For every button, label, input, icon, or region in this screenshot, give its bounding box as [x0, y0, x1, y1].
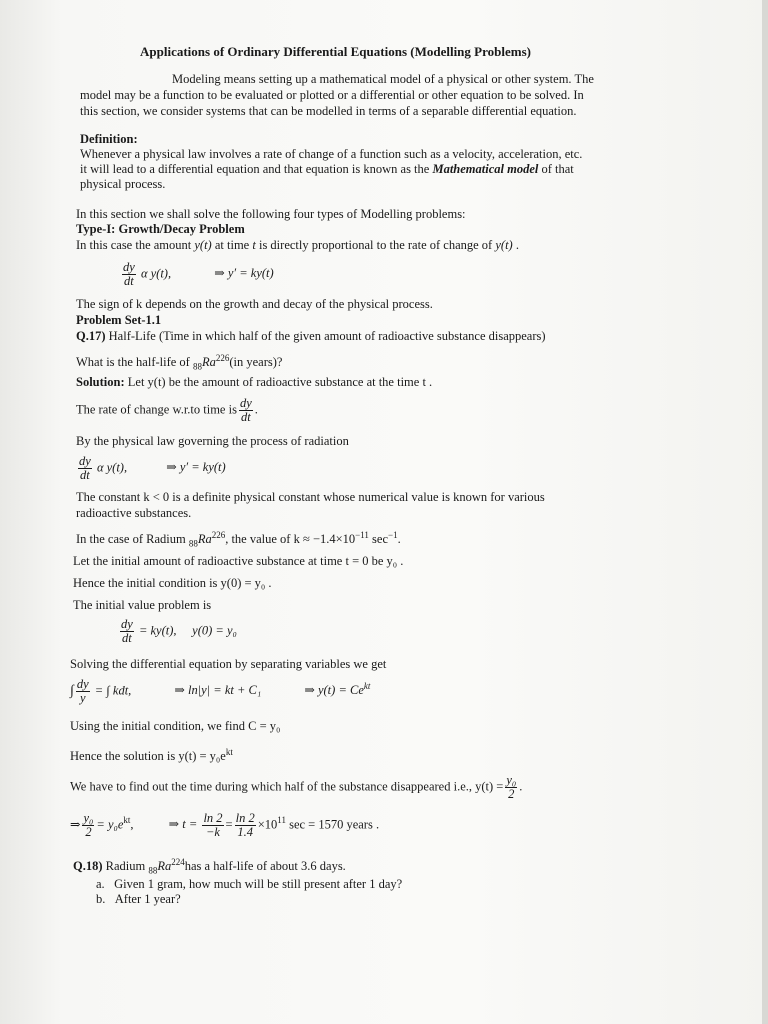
q17-label: Q.17): [76, 329, 106, 343]
type1-heading: Type-I: Growth/Decay Problem: [76, 222, 245, 236]
ln2-over-neg-k-fraction: $\frac{\ln 2}{-k}$: [203, 811, 223, 839]
rate-of-change-line: The rate of change w.r.to time is $\frac{dy}{dt}$ .: [76, 396, 258, 424]
law-implication: ⇒ y′ = ky(t): [166, 460, 226, 475]
type1-desc-var: y(t): [495, 238, 513, 252]
type1-desc-part: .: [512, 238, 519, 252]
type1-desc-part: is directly proportional to the rate of change of: [255, 238, 496, 252]
separated-equation: ∫ $\frac{dy}{y}$ = ∫ kdt, ⇒ ln|y| = kt + C₁ ⇒ $y(t) = Ce^{kt}$: [70, 677, 371, 705]
atomic-number: 88: [148, 865, 158, 876]
sep-exp-result: [304, 683, 370, 697]
ivp-equation: [118, 618, 237, 645]
dy-dt-fraction: $\frac{dy}{dt}$: [79, 454, 91, 482]
q18-item-a: [96, 876, 402, 892]
mass-number: 226: [211, 530, 226, 540]
q18-item-b: [96, 891, 181, 907]
definition-text: it will lead to a differential equation and that equation is known as the: [80, 162, 433, 176]
dy-y-fraction: $\frac{dy}{y}$: [76, 677, 89, 705]
half-substance-line: We have to find out the time during which half of the substance disappeared i.e., y(t) = $\frac{\text{y₀}}{2}$ .: [70, 773, 523, 801]
final-result-line: ⇒ $\frac{\text{y₀}}{2}$ = $y_0e^{kt}$, ⇒ t = $\frac{\ln 2}{-k}$ = $\frac{\ln 2}{1.4}$ $\times 10^{11}$ sec = 1570 years .: [70, 811, 380, 839]
sep-exp-power: kt: [363, 681, 371, 692]
solution-text: Let y(t) be the amount of radioactive substance at the time t .: [124, 375, 433, 389]
type1-implication: ⇒ y′ = ky(t): [214, 266, 274, 281]
element-symbol: Ra: [201, 355, 216, 370]
definition-line-3: physical process.: [80, 177, 166, 191]
radium-text: In the case of Radium: [76, 532, 189, 547]
initial-condition-line: Hence the initial condition is y(0) = y₀ .: [73, 576, 272, 590]
radium-k-value: [76, 527, 401, 552]
final-comma: ,: [130, 817, 134, 832]
y0-over-2-fraction: $\frac{\text{y₀}}{2}$: [506, 773, 517, 801]
ivp-intro-line: The initial value problem is: [73, 598, 212, 612]
final-mult: ×10: [257, 817, 278, 832]
type1-desc-part: In this case the amount: [76, 238, 195, 252]
final-t: ⇒ t =: [168, 817, 198, 832]
find-c-line: Using the initial condition, we find C = y₀: [70, 719, 281, 733]
intro-line-3: this section, we consider systems that can be modelled in terms of a separable differential equation.: [80, 104, 577, 118]
definition-heading: Definition:: [80, 132, 138, 146]
type1-equation: [120, 261, 274, 288]
definition-line-2: [80, 161, 574, 177]
mass-number: 226: [215, 353, 230, 363]
q17-question-text: What is the half-life of: [76, 355, 193, 370]
q18-text-end: has a half-life of about 3.6 days.: [184, 859, 346, 874]
final-eq-text: = y₀e: [96, 817, 124, 832]
half-text: We have to find out the time during which half of the substance disappeared i.e., y(t) =: [70, 779, 504, 794]
solution-is-text: Hence the solution is y(t) = y₀e: [70, 749, 226, 764]
definition-emphasis: Mathematical model: [432, 162, 539, 176]
atomic-number: 88: [188, 538, 198, 549]
k-unit: sec: [368, 532, 389, 547]
section-intro: In this section we shall solve the following four types of Modelling problems:: [76, 207, 466, 221]
page-title: Applications of Ordinary Differential Equations (Modelling Problems): [140, 44, 531, 59]
definition-text-end: of that: [538, 162, 574, 176]
physical-law-line: By the physical law governing the process of radiation: [76, 434, 349, 448]
k-unit-exponent: −1: [388, 530, 398, 540]
sep-exp-base: ⇒ y(t) = Ce: [304, 683, 364, 698]
y0-over-2-fraction: $\frac{\text{y₀}}{2}$: [83, 811, 94, 839]
final-result: sec = 1570 years .: [285, 817, 380, 832]
type1-desc-var: t: [252, 238, 256, 252]
final-exp-11: 11: [277, 815, 286, 826]
type1-desc-part: at time: [211, 238, 253, 252]
q18-label: Q.18): [73, 859, 103, 874]
solution-is-line: [70, 744, 233, 764]
solution-exp: kt: [225, 747, 233, 757]
k-exponent: −11: [355, 530, 369, 540]
type1-desc-var: y(t): [194, 238, 212, 252]
solution-label: Solution:: [76, 375, 125, 389]
intro-line-1: Modeling means setting up a mathematical model of a physical or other system. The: [172, 72, 594, 86]
q18-text: Radium: [102, 859, 149, 874]
sep-log-result: ⇒ ln|y| = kt + C₁: [174, 683, 262, 698]
dy-dt-fraction: $\frac{dy}{dt}$: [123, 260, 135, 288]
definition-line-1: Whenever a physical law involves a rate of change of a function such as a velocity, acceleration, etc.: [80, 147, 583, 161]
rate-text: The rate of change w.r.to time is: [76, 402, 237, 417]
separating-variables-line: Solving the differential equation by separating variables we get: [70, 657, 387, 671]
q17-heading-text: Half-Life (Time in which half of the given amount of radioactive substance disappears): [105, 329, 546, 343]
q17-heading: [76, 328, 546, 344]
mass-number: 224: [171, 857, 185, 867]
page-edge-shadow: [762, 0, 768, 1024]
list-marker: b.: [96, 892, 106, 906]
list-marker: a.: [96, 877, 105, 891]
q17-solution: [76, 374, 432, 390]
type1-proportional: α y(t),: [140, 266, 172, 281]
constant-k-line-1: The constant k < 0 is a definite physical constant whose numerical value is known for various: [76, 490, 545, 504]
list-item-text: After 1 year?: [114, 892, 181, 906]
type1-description: [76, 237, 519, 253]
sep-integral: = ∫ kdt,: [94, 683, 132, 698]
q18-heading: [73, 854, 346, 879]
initial-amount-line: Let the initial amount of radioactive substance at time t = 0 be y₀ .: [73, 554, 404, 568]
atomic-number: 88: [192, 361, 202, 372]
intro-line-2: model may be a function to be evaluated or plotted or a differential or other equation to be solved. In: [80, 88, 584, 102]
constant-k-line-2: radioactive substances.: [76, 506, 192, 520]
problem-set-heading: Problem Set-1.1: [76, 313, 162, 327]
k-end: .: [397, 532, 401, 547]
ln2-over-1-4-fraction: $\frac{\ln 2}{1.4}$: [235, 811, 255, 839]
physical-law-equation: [76, 455, 226, 482]
q17-question: [76, 350, 282, 375]
final-exp: kt: [123, 815, 131, 826]
element-symbol: Ra: [197, 532, 212, 547]
ivp-equation-text: = ky(t), y(0) = y₀: [138, 623, 237, 638]
dy-dt-fraction: $\frac{dy}{dt}$: [121, 617, 133, 645]
dy-dt-fraction: $\frac{dy}{dt}$: [239, 396, 252, 424]
element-symbol: Ra: [157, 859, 172, 874]
radium-k-text: , the value of k ≈ −1.4×10: [225, 532, 356, 547]
type1-sign-note: The sign of k depends on the growth and decay of the physical process.: [76, 297, 433, 311]
list-item-text: Given 1 gram, how much will be still present after 1 day?: [114, 877, 403, 891]
q17-question-end: (in years)?: [229, 355, 283, 370]
law-proportional: α y(t),: [96, 460, 128, 475]
